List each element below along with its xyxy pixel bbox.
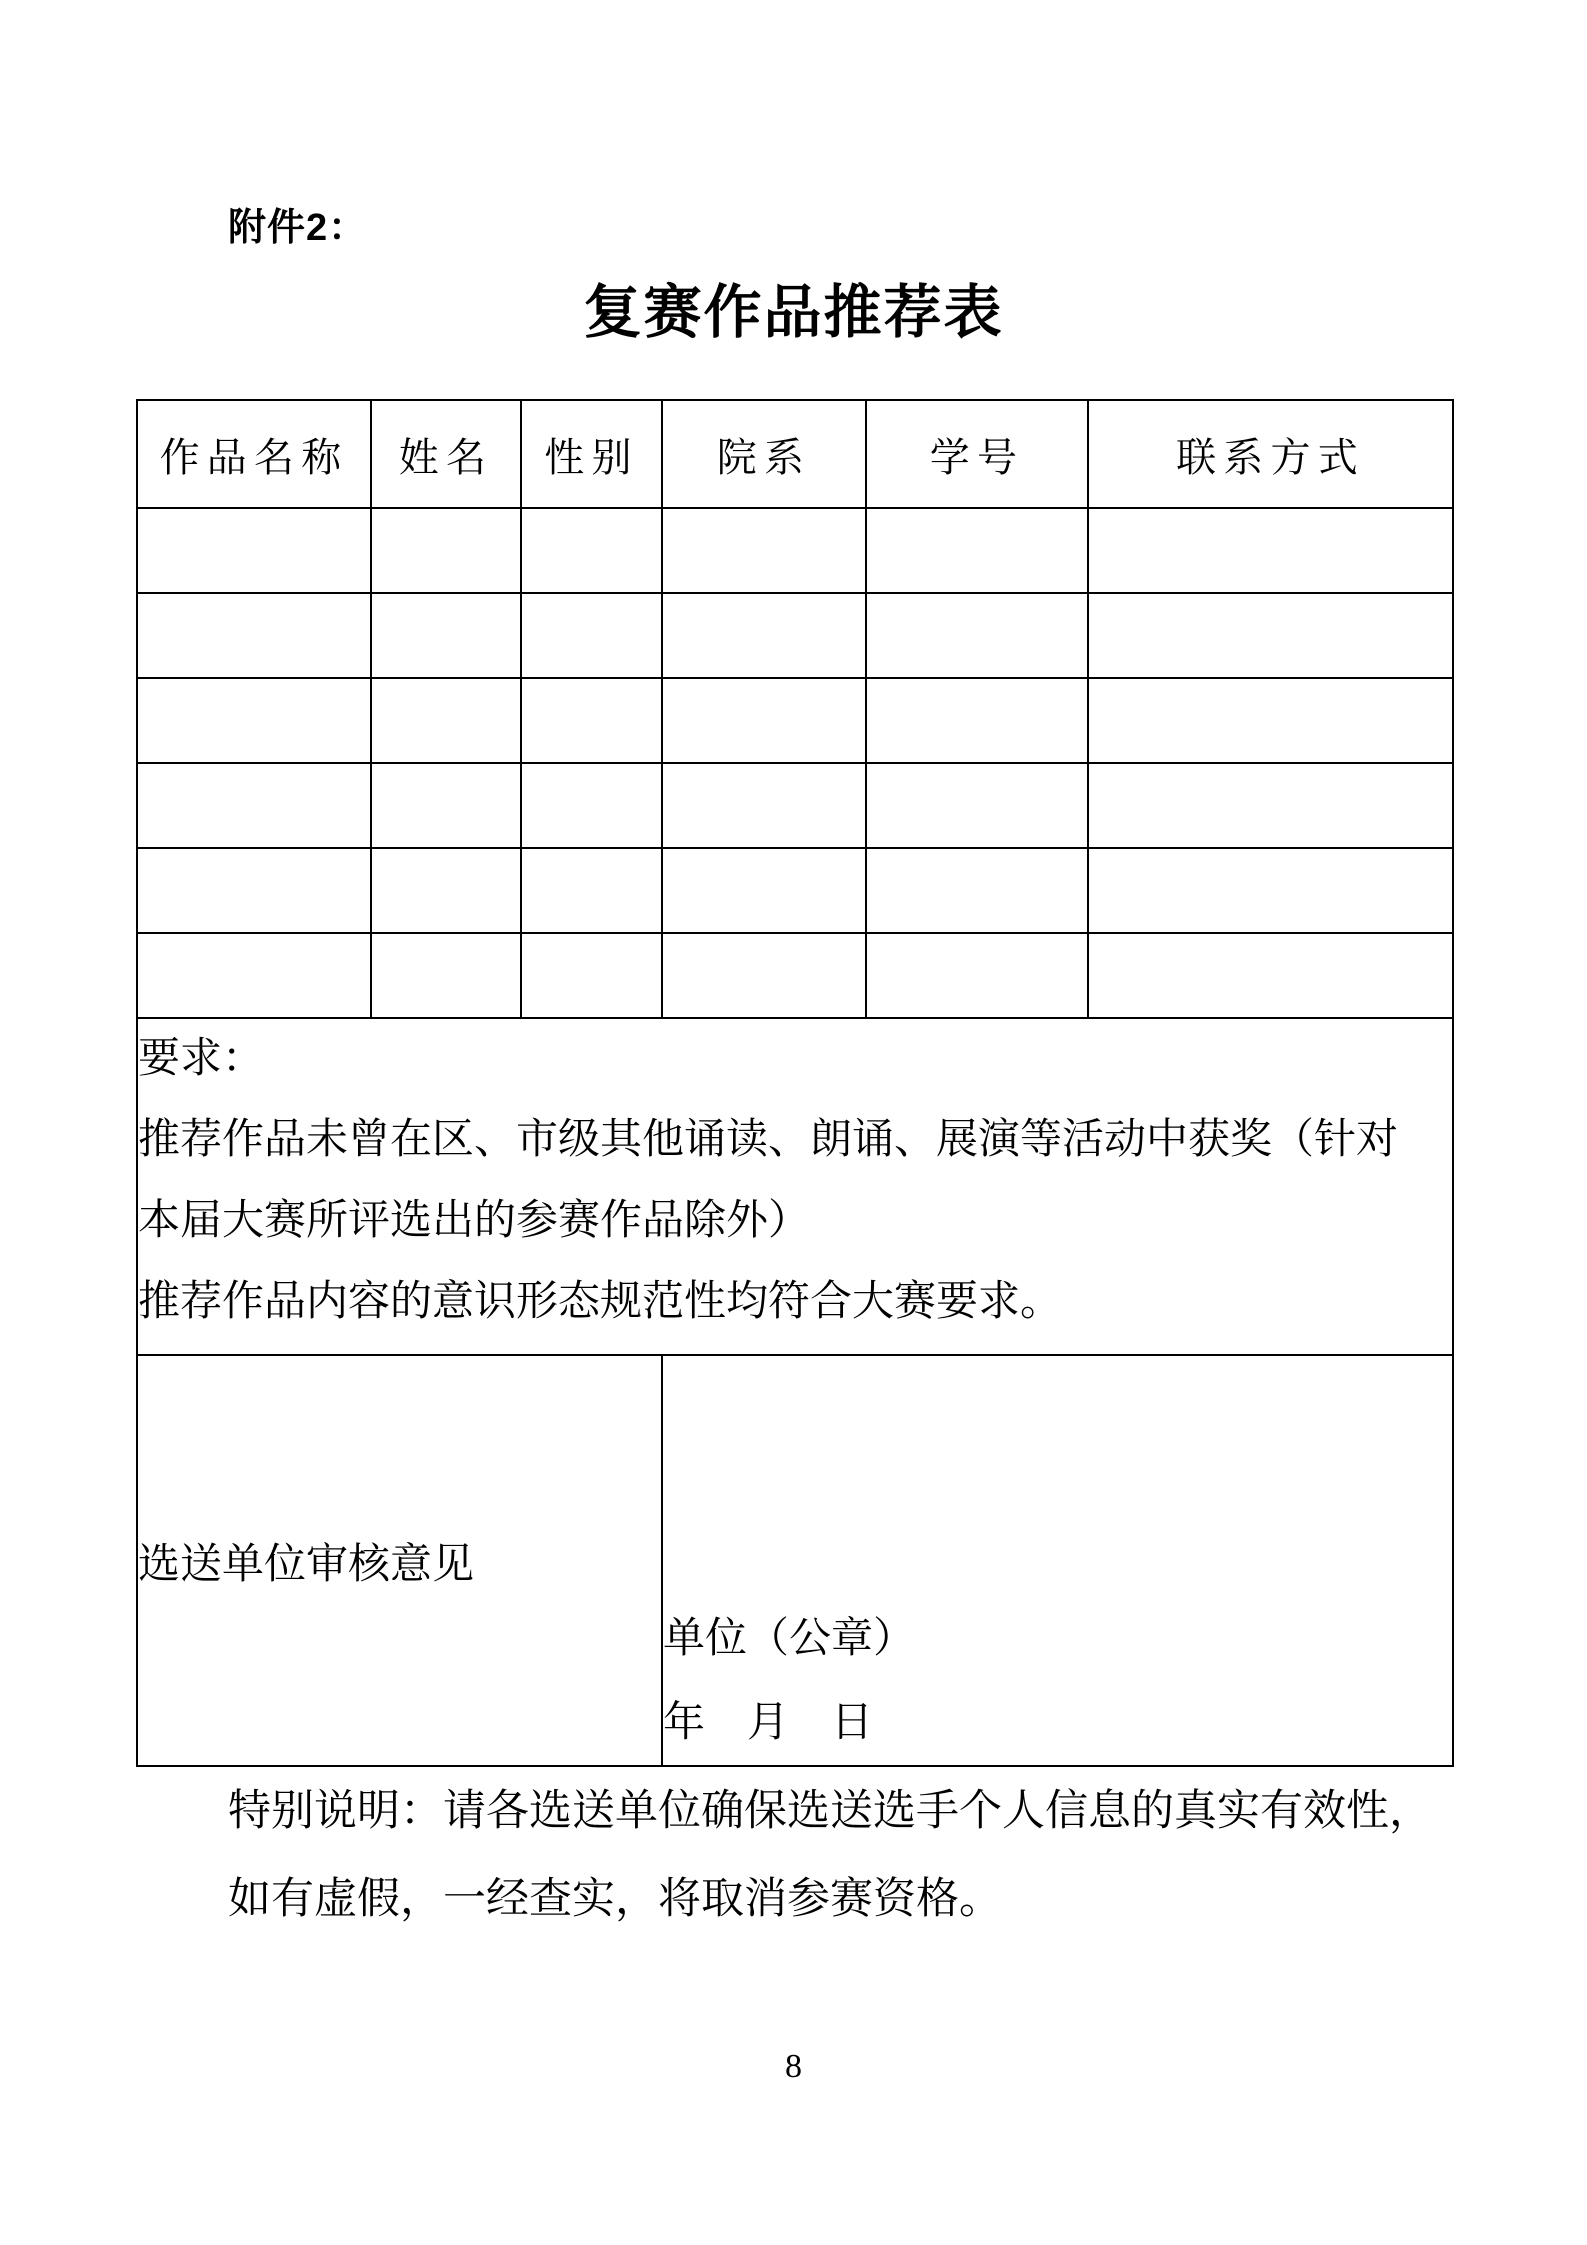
requirements-row	[137, 1018, 1453, 1355]
review-opinion-cell	[137, 1355, 662, 1766]
table-cell-empty[interactable]	[371, 763, 521, 848]
table-cell-empty[interactable]	[371, 848, 521, 933]
table-cell-empty[interactable]	[137, 508, 371, 593]
table-cell-empty[interactable]	[137, 848, 371, 933]
table-cell-empty[interactable]	[1088, 593, 1453, 678]
table-row	[137, 508, 1453, 593]
table-cell-empty[interactable]	[371, 508, 521, 593]
table-cell-empty[interactable]	[1088, 848, 1453, 933]
table-cell-empty[interactable]	[866, 593, 1088, 678]
recommendation-form-table	[136, 399, 1454, 1767]
table-cell-empty[interactable]	[137, 763, 371, 848]
special-note-line: 特别说明：请各选送单位确保选送选手个人信息的真实有效性，	[228, 1788, 1432, 1835]
review-signature-cell[interactable]	[662, 1355, 1453, 1766]
requirements-heading: 要求：	[138, 1036, 265, 1082]
table-cell-empty[interactable]	[521, 593, 662, 678]
page-number: 8	[785, 2048, 802, 2085]
table-cell-empty[interactable]	[662, 678, 866, 763]
table-cell-empty[interactable]	[1088, 678, 1453, 763]
review-opinion-label: 选送单位审核意见	[138, 1541, 475, 1588]
special-note	[228, 1768, 1458, 1944]
table-cell-empty[interactable]	[1088, 763, 1453, 848]
table-cell-empty[interactable]	[866, 678, 1088, 763]
table-row	[137, 763, 1453, 848]
unit-seal-label: 单位（公章）	[663, 1616, 916, 1662]
review-row	[137, 1355, 1453, 1766]
header-cell-gender: 性别	[521, 400, 662, 508]
table-row	[137, 933, 1453, 1018]
table-cell-empty[interactable]	[1088, 508, 1453, 593]
table-cell-empty[interactable]	[662, 593, 866, 678]
header-cell-student-id: 学号	[866, 400, 1088, 508]
table-row	[137, 678, 1453, 763]
table-cell-empty[interactable]	[662, 763, 866, 848]
header-cell-department: 院系	[662, 400, 866, 508]
table-cell-empty[interactable]	[662, 933, 866, 1018]
requirements-line: 推荐作品未曾在区、市级其他诵读、朗诵、展演等活动中获奖（针对	[138, 1117, 1399, 1163]
table-row	[137, 593, 1453, 678]
requirements-line: 本届大赛所评选出的参赛作品除外）	[138, 1198, 811, 1244]
table-cell-empty[interactable]	[521, 763, 662, 848]
table-cell-empty[interactable]	[866, 508, 1088, 593]
requirements-cell	[137, 1018, 1453, 1355]
table-cell-empty[interactable]	[521, 678, 662, 763]
table-cell-empty[interactable]	[662, 848, 866, 933]
table-cell-empty[interactable]	[521, 508, 662, 593]
header-cell-name: 姓名	[371, 400, 521, 508]
table-header-row	[137, 400, 1453, 508]
table-cell-empty[interactable]	[662, 508, 866, 593]
header-cell-contact: 联系方式	[1088, 400, 1453, 508]
table-cell-empty[interactable]	[1088, 933, 1453, 1018]
table-row	[137, 848, 1453, 933]
table-cell-empty[interactable]	[137, 593, 371, 678]
table-cell-empty[interactable]	[137, 678, 371, 763]
table-cell-empty[interactable]	[137, 933, 371, 1018]
table-cell-empty[interactable]	[866, 848, 1088, 933]
table-cell-empty[interactable]	[371, 678, 521, 763]
special-note-line: 如有虚假，一经查实，将取消参赛资格。	[228, 1876, 1002, 1923]
attachment-label: 附件2：	[228, 207, 368, 249]
requirements-line: 推荐作品内容的意识形态规范性均符合大赛要求。	[138, 1279, 1063, 1325]
date-line-label: 年 月 日	[663, 1700, 874, 1746]
table-cell-empty[interactable]	[521, 933, 662, 1018]
table-cell-empty[interactable]	[371, 933, 521, 1018]
table-cell-empty[interactable]	[866, 763, 1088, 848]
table-cell-empty[interactable]	[866, 933, 1088, 1018]
header-cell-work-title: 作品名称	[137, 400, 371, 508]
table-cell-empty[interactable]	[521, 848, 662, 933]
page-title: 复赛作品推荐表	[583, 280, 1004, 345]
table-cell-empty[interactable]	[371, 593, 521, 678]
